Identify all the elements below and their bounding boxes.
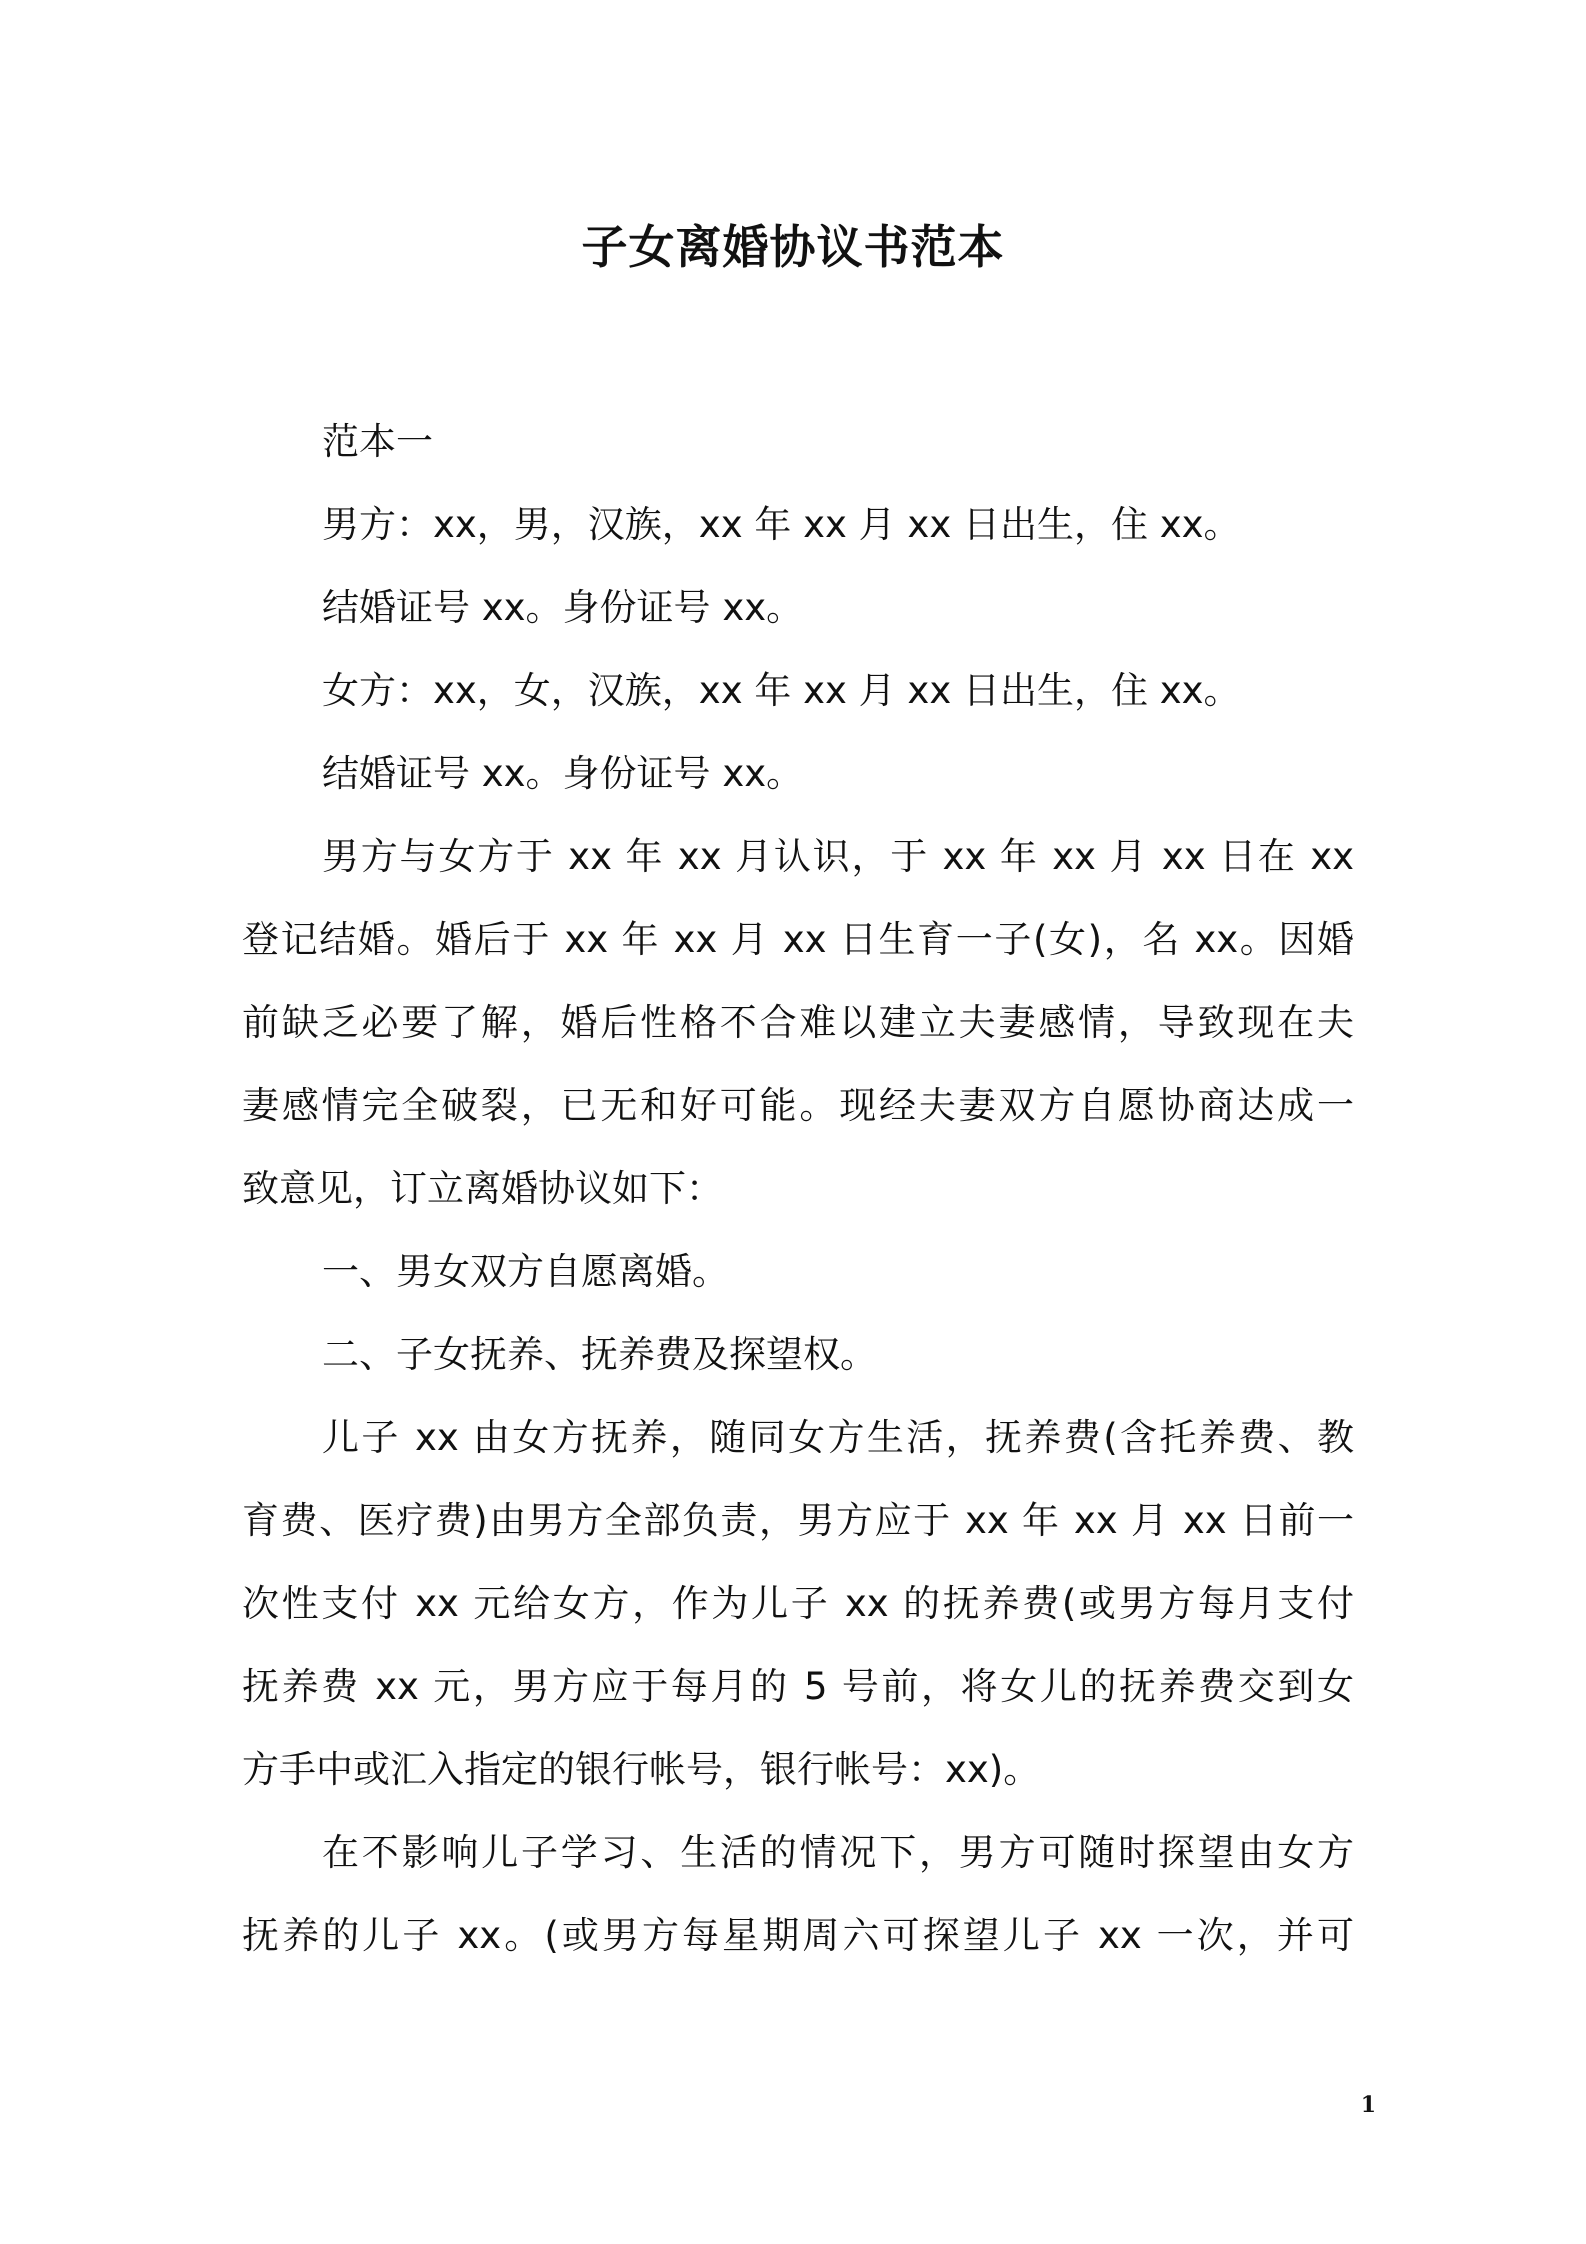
paragraph-line: 儿子 xx 由女方抚养，随同女方生活，抚养费(含托养费、教 [322,1416,1354,1459]
paragraph-line: 在不影响儿子学习、生活的情况下，男方可随时探望由女方 [322,1831,1354,1874]
paragraph-line: 方手中或汇入指定的银行帐号，银行帐号：xx)。 [242,1748,1041,1791]
paragraph-line: 抚养的儿子 xx。(或男方每星期周六可探望儿子 xx 一次，并可 [242,1914,1354,1957]
document-title: 子女离婚协议书范本 [581,220,1005,274]
man-certificate-line: 结婚证号 xx。身份证号 xx。 [322,586,804,629]
paragraph-line: 致意见，订立离婚协议如下： [242,1167,723,1210]
paragraph-line: 抚养费 xx 元，男方应于每月的 5 号前，将女儿的抚养费交到女 [242,1665,1354,1708]
section-heading: 范本一 [322,420,433,463]
paragraph-line: 育费、医疗费)由男方全部负责，男方应于 xx 年 xx 月 xx 日前一 [242,1499,1354,1542]
page-number: 1 [1360,2092,1376,2118]
document-body [242,400,1354,1977]
paragraph-line: 次性支付 xx 元给女方，作为儿子 xx 的抚养费(或男方每月支付 [242,1582,1354,1625]
paragraph-line: 前缺乏必要了解，婚后性格不合难以建立夫妻感情，导致现在夫 [242,1001,1354,1044]
paragraph-line: 男方与女方于 xx 年 xx 月认识，于 xx 年 xx 月 xx 日在 xx [322,835,1354,878]
paragraph-line: 登记结婚。婚后于 xx 年 xx 月 xx 日生育一子(女)，名 xx。因婚 [242,918,1354,961]
woman-certificate-line: 结婚证号 xx。身份证号 xx。 [322,752,804,795]
man-info-line: 男方：xx，男，汉族，xx 年 xx 月 xx 日出生，住 xx。 [322,503,1241,546]
clause-two: 二、子女抚养、抚养费及探望权。 [322,1333,877,1376]
paragraph-line: 妻感情完全破裂，已无和好可能。现经夫妻双方自愿协商达成一 [242,1084,1354,1127]
woman-info-line: 女方：xx，女，汉族，xx 年 xx 月 xx 日出生，住 xx。 [322,669,1241,712]
clause-one: 一、男女双方自愿离婚。 [322,1250,729,1293]
